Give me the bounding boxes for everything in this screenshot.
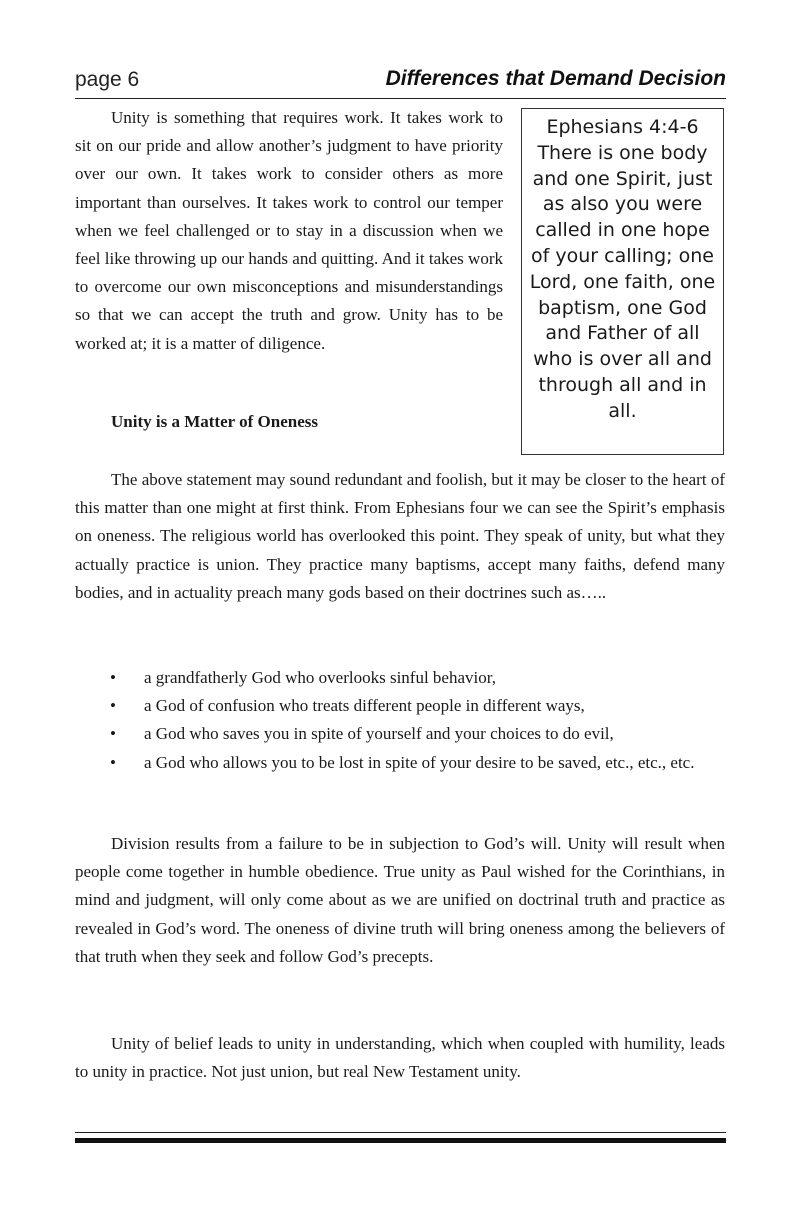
list-item [75, 749, 725, 777]
paragraph-unity-of-belief: Unity of belief leads to unity in understanding, which when coupled with humility, leads to unity in practice. Not just union, but real New Testament unity. [75, 1034, 725, 1082]
paragraph-division: Division results from a failure to be in subjection to God’s will. Unity will result when people come together in humble obedience. True unity as Paul wished for the Corinthians, in mind and judgment, will only come about as we are unified on doctrinal truth and practice as revealed in God’s word. The oneness of divine truth will bring oneness among the believers of that truth when they seek and follow God’s precepts. [75, 834, 725, 966]
footer-rule-thick [75, 1138, 726, 1143]
header-rule [75, 98, 726, 99]
list-item-text: a grandfatherly God who overlooks sinful behavior, [144, 668, 496, 687]
paragraph-unity-requires-work: Unity is something that requires work. It takes work to sit on our pride and allow another’s judgment to have priority over our own. It takes work to consider others as more important than ourselves. It takes work to control our temper when we feel challenged or to stay in a discussion when we feel like throwing up our hands and quitting. And it takes work to overcome our own misconceptions and misunderstandings so that we can accept the truth and grow. Unity has to be worked at; it is a matter of diligence. [75, 108, 503, 353]
scripture-text: There is one body and one Spirit, just as also you were called in one hope of your calling; one Lord, one faith, one baptism, one God and Father of all who is over all and through all and in all. [529, 141, 716, 422]
list-item [75, 692, 725, 720]
bullet-marker: • [110, 752, 116, 772]
bullet-marker: • [110, 668, 116, 687]
section-heading: Unity is a Matter of Oneness [111, 412, 318, 431]
list-item [75, 664, 725, 692]
page-header [75, 66, 726, 98]
bullet-marker: • [110, 724, 116, 744]
scripture-reference: Ephesians 4:4-6 [546, 116, 699, 138]
list-item-text: a God who allows you to be lost in spite of your desire to be saved, etc., etc., etc. [144, 752, 695, 772]
page-number: page 6 [75, 68, 140, 91]
list-item-text: a God who saves you in spite of yourself and your choices to do evil, [144, 724, 614, 744]
running-title: Differences that Demand Decision [385, 67, 726, 90]
list-item [75, 720, 725, 748]
paragraph-oneness: The above statement may sound redundant and foolish, but it may be closer to the heart of this matter than one might at first think. From Ephesians four we can see the Spirit’s emphasis on oneness. The religious world has overlooked this point. They speak of unity, but what they actually practice is union. They practice many baptisms, accept many faiths, defend many bodies, and in actuality preach many gods based on their doctrines such as….. [75, 470, 725, 602]
list-item-text: a God of confusion who treats different people in different ways, [144, 696, 585, 716]
bullet-marker: • [110, 696, 116, 716]
footer-rule-thin [75, 1132, 726, 1133]
bullet-list [75, 664, 725, 777]
scripture-sidebar [521, 108, 724, 455]
